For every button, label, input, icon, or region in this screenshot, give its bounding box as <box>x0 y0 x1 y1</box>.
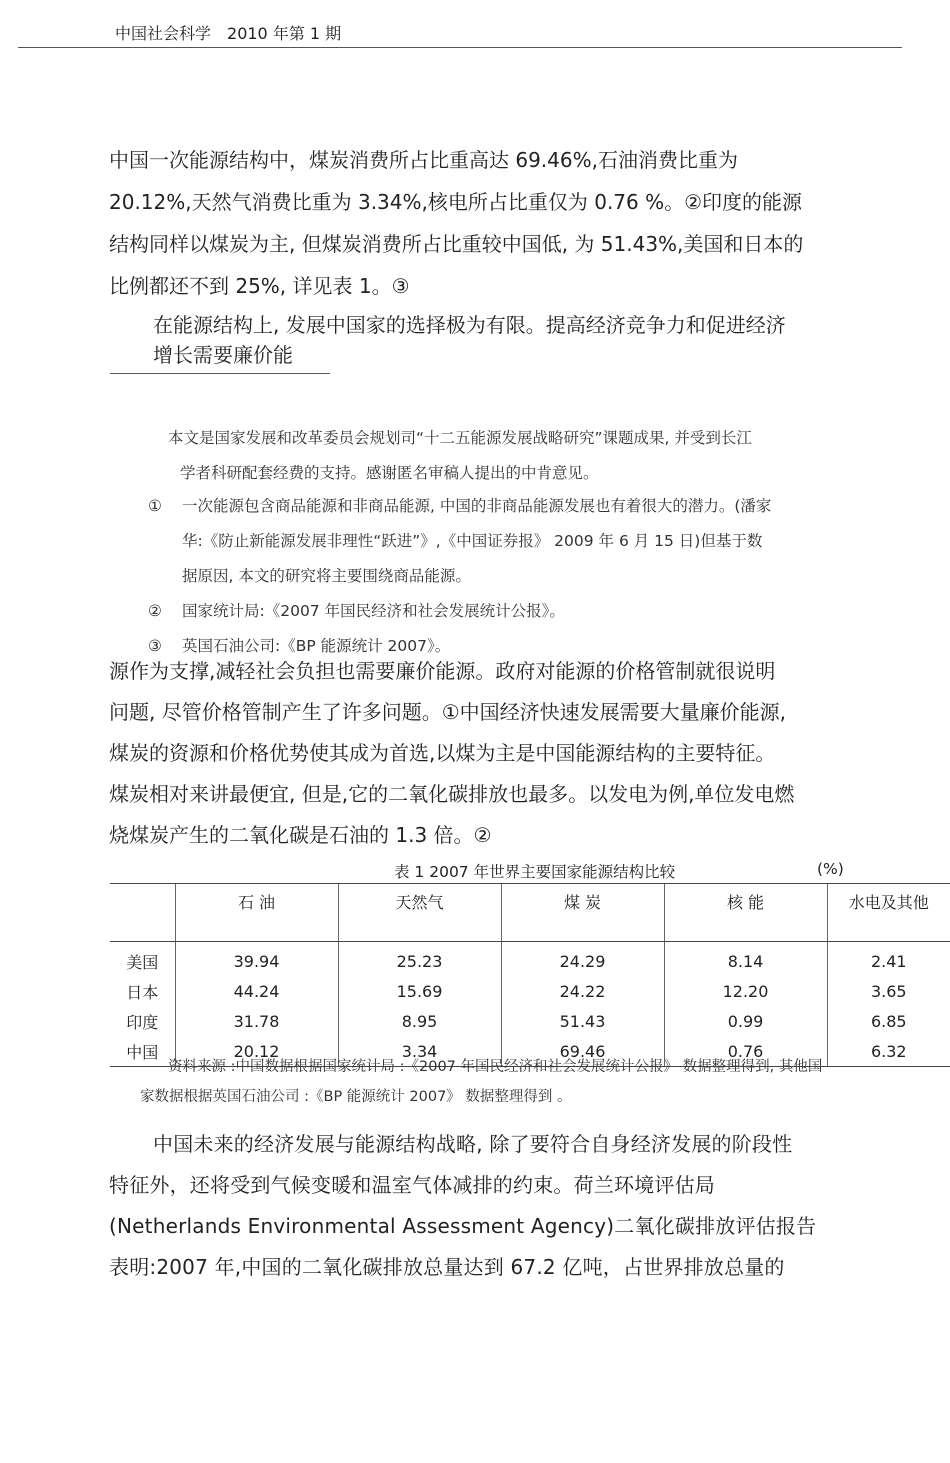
energy-structure-table <box>110 883 950 1067</box>
value-cell: 44.24 <box>175 976 338 1006</box>
footnote-acknowledgement <box>168 421 838 491</box>
footnote-separator <box>110 373 330 374</box>
value-cell: 3.34 <box>338 1036 501 1067</box>
column-header: 水电及其他 <box>827 884 950 942</box>
value-cell: 8.14 <box>664 942 827 977</box>
paragraph-cheap-energy <box>109 651 829 856</box>
footnote-line: 一次能源包含商品能源和非商品能源, 中国的非商品能源发展也有着很大的潜力。(潘家 <box>182 497 772 515</box>
table-title: 表 1 2007 年世界主要国家能源结构比较 <box>394 863 676 881</box>
country-cell: 日本 <box>126 982 159 1002</box>
footnote-1 <box>148 489 838 594</box>
column-header <box>110 884 175 942</box>
paragraph-energy-structure <box>109 139 829 307</box>
table-row <box>110 1006 950 1036</box>
text-line: 20.12%,天然气消费比重为 3.34%,核电所占比重仅为 0.76 %。②印度的能源 <box>109 190 803 214</box>
text-line: 煤炭的资源和价格优势使其成为首选,以煤为主是中国能源结构的主要特征。 <box>109 741 776 765</box>
column-header: 煤 炭 <box>501 884 664 942</box>
paragraph-climate-constraint <box>109 1124 829 1288</box>
value-cell: 6.32 <box>827 1036 950 1067</box>
table-source-note <box>140 1052 860 1112</box>
footnote-marker: ② <box>148 602 162 620</box>
footnote-marker: ① <box>148 497 162 515</box>
column-header: 天然气 <box>338 884 501 942</box>
source-line: 家数据根据英国石油公司 :《BP 能源统计 2007》 数据整理得到 。 <box>140 1089 572 1105</box>
column-header: 石 油 <box>175 884 338 942</box>
text-line: 中国一次能源结构中，煤炭消费所占比重高达 69.46%,石油消费比重为 <box>109 148 738 172</box>
text-line: 烧煤炭产生的二氧化碳是石油的 1.3 倍。② <box>109 823 492 847</box>
value-cell: 69.46 <box>501 1036 664 1067</box>
column-header: 核 能 <box>664 884 827 942</box>
value-cell: 6.85 <box>827 1006 950 1036</box>
value-cell: 24.29 <box>501 942 664 977</box>
table-row <box>110 976 950 1006</box>
value-cell: 39.94 <box>175 942 338 977</box>
text-line: 问题, 尽管价格管制产生了许多问题。①中国经济快速发展需要大量廉价能源, <box>109 700 787 724</box>
table-unit: (%) <box>817 860 844 878</box>
country-cell: 美国 <box>126 952 159 972</box>
paragraph-developing-countries <box>109 310 829 370</box>
footnote-2 <box>148 594 838 629</box>
value-cell: 25.23 <box>338 942 501 977</box>
value-cell: 24.22 <box>501 976 664 1006</box>
value-cell: 2.41 <box>827 942 950 977</box>
value-cell: 12.20 <box>664 976 827 1006</box>
value-cell: 8.95 <box>338 1006 501 1036</box>
value-cell: 31.78 <box>175 1006 338 1036</box>
text-line: 中国未来的经济发展与能源结构战略, 除了要符合自身经济发展的阶段性 <box>153 1132 793 1156</box>
value-cell: 51.43 <box>501 1006 664 1036</box>
text-line: 结构同样以煤炭为主, 但煤炭消费所占比重较中国低, 为 51.43%,美国和日本的 <box>109 232 804 256</box>
value-cell: 0.99 <box>664 1006 827 1036</box>
footnote-marker: ③ <box>148 637 162 655</box>
text-line: 比例都还不到 25%, 详见表 1。③ <box>109 274 410 298</box>
footnote-line: 本文是国家发展和改革委员会规划司“十二五能源发展战略研究”课题成果, 并受到长江 <box>168 429 752 447</box>
country-cell: 印度 <box>126 1012 159 1032</box>
source-line: 资料来源 :中国数据根据国家统计局 :《2007 年国民经济和社会发展统计公报》 数据整理得到, 其他国 <box>168 1059 823 1075</box>
text-line: 在能源结构上, 发展中国家的选择极为有限。提高经济竞争力和促进经济 <box>153 313 786 337</box>
table-caption <box>394 860 844 882</box>
footnote-line: 华:《防止新能源发展非理性“跃进”》,《中国证券报》 2009 年 6 月 15 日)但基于数 <box>182 532 763 550</box>
value-cell: 3.65 <box>827 976 950 1006</box>
text-line: 煤炭相对来讲最便宜, 但是,它的二氧化碳排放也最多。以发电为例,单位发电燃 <box>109 782 795 806</box>
country-cell: 中国 <box>110 1036 175 1067</box>
value-cell: 0.76 <box>664 1036 827 1067</box>
value-cell: 15.69 <box>338 976 501 1006</box>
text-line: 增长需要廉价能 <box>153 343 293 367</box>
text-line: 源作为支撑,减轻社会负担也需要廉价能源。政府对能源的价格管制就很说明 <box>109 659 776 683</box>
issue-label: 2010 年第 1 期 <box>227 24 342 43</box>
header-rule <box>18 47 902 48</box>
table-header-row <box>110 884 950 942</box>
text-line: (Netherlands Environmental Assessment Agency)二氧化碳排放评估报告 <box>109 1214 817 1238</box>
footnote-line: 据原因, 本文的研究将主要围绕商品能源。 <box>182 567 471 585</box>
value-cell: 20.12 <box>175 1036 338 1067</box>
text-line: 表明:2007 年,中国的二氧化碳排放总量达到 67.2 亿吨，占世界排放总量的 <box>109 1255 785 1279</box>
footnote-line: 学者科研配套经费的支持。感谢匿名审稿人提出的中肯意见。 <box>180 464 599 482</box>
table-row <box>110 942 950 977</box>
footnote-line: 英国石油公司:《BP 能源统计 2007》。 <box>182 637 451 655</box>
running-header <box>115 21 341 44</box>
text-line: 特征外，还将受到气候变暖和温室气体减排的约束。荷兰环境评估局 <box>109 1173 715 1197</box>
journal-title: 中国社会科学 <box>115 24 212 43</box>
footnote-line: 国家统计局:《2007 年国民经济和社会发展统计公报》。 <box>182 602 565 620</box>
